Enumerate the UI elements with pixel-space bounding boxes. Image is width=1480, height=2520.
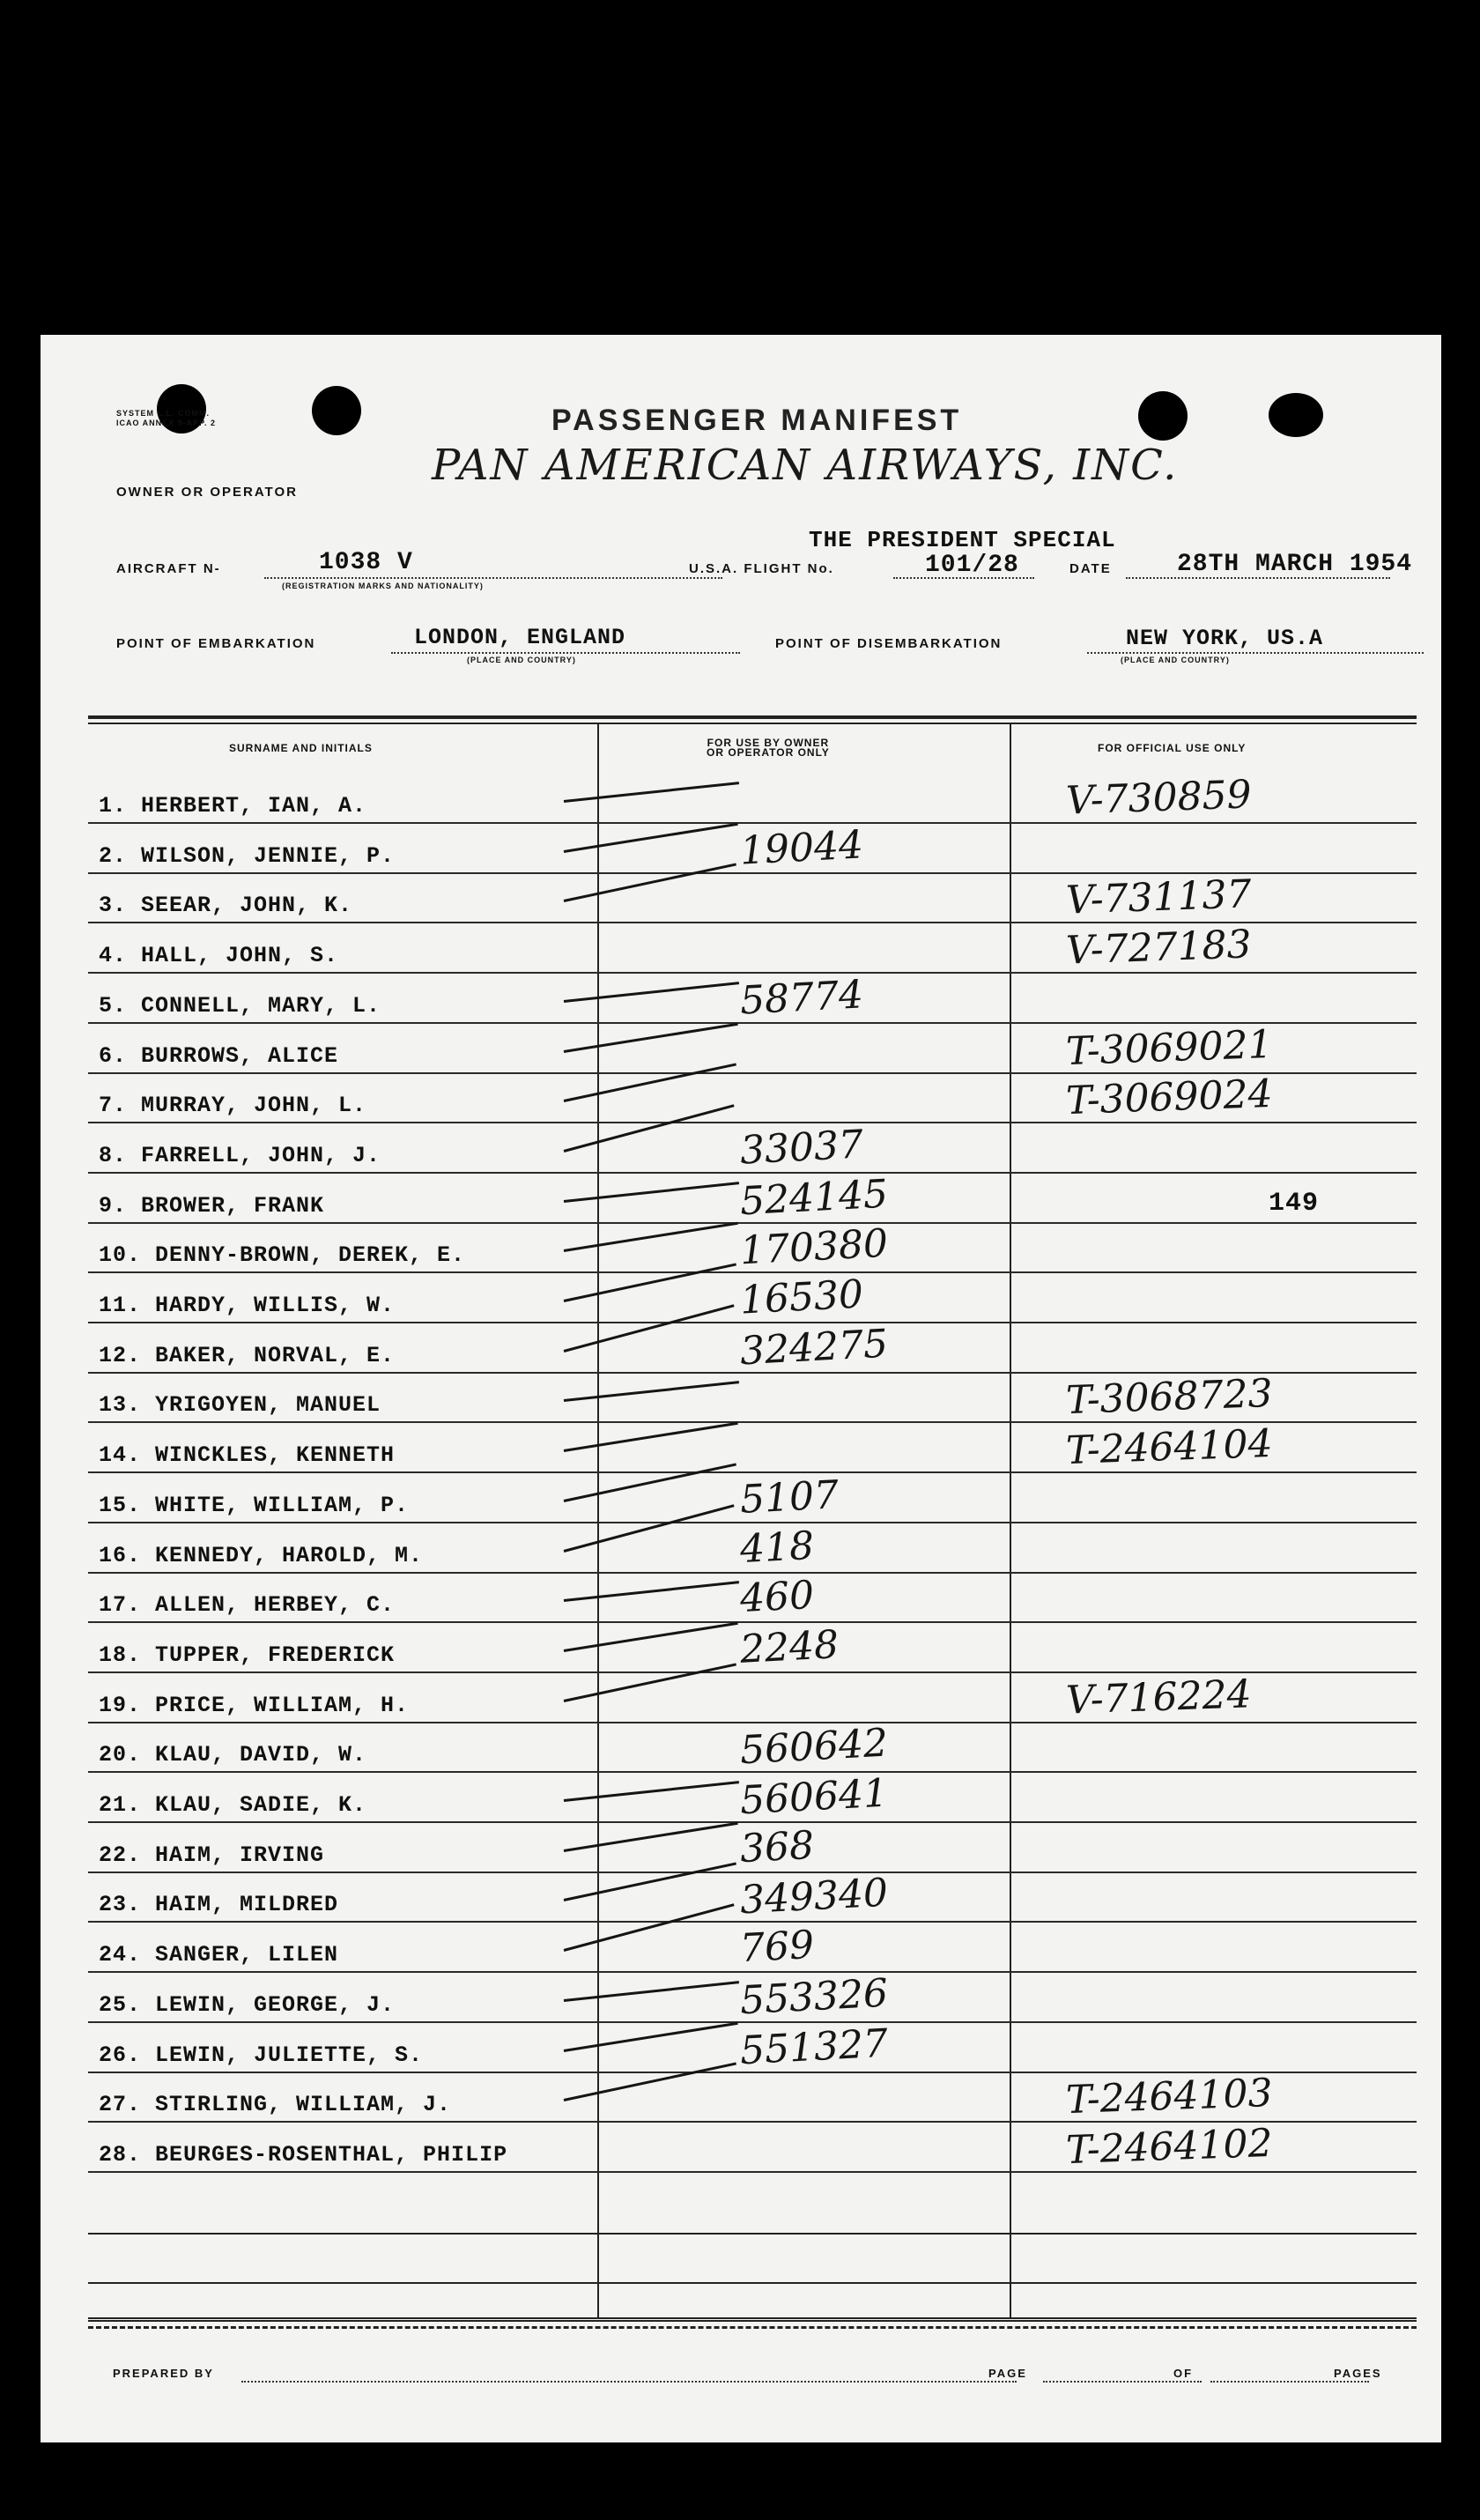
official-visa-number: T-3069021 [1065, 1021, 1274, 1074]
passenger-name: 7. MURRAY, JOHN, L. [99, 1093, 367, 1119]
passenger-row [88, 1073, 1417, 1123]
passenger-row [88, 1220, 1417, 1274]
embarkation-note: (PLACE AND COUNTRY) [467, 656, 576, 664]
disembarkation-note: (PLACE AND COUNTRY) [1121, 656, 1230, 664]
owner-ticket-number: 524145 [738, 1171, 890, 1224]
owner-ticket-number: 33037 [738, 1122, 865, 1174]
disembarkation-label: POINT OF DISEMBARKATION [775, 636, 1003, 651]
passenger-name: 16. KENNEDY, HAROLD, M. [99, 1542, 424, 1568]
passenger-name: 24. SANGER, LILEN [99, 1942, 339, 1968]
passenger-name: 13. YRIGOYEN, MANUEL [99, 1392, 381, 1419]
passenger-name: 14. WINCKLES, KENNETH [99, 1442, 396, 1469]
owner-ticket-number: 19044 [738, 822, 865, 874]
official-visa-number: V-716224 [1065, 1671, 1253, 1723]
passenger-name: 28. BEURGES-ROSENTHAL, PHILIP [99, 2141, 508, 2168]
page-label: PAGE [988, 2367, 1027, 2380]
registration-note: (REGISTRATION MARKS AND NATIONALITY) [282, 582, 484, 590]
check-mark [564, 822, 738, 852]
form-code-line: ICAO ANNEX 9-APP. 2 [116, 419, 217, 427]
passenger-row [88, 1273, 1417, 1323]
official-visa-number: V-731137 [1065, 871, 1253, 924]
check-mark [564, 1821, 738, 1851]
punch-hole [1138, 391, 1188, 441]
check-mark [564, 2021, 738, 2051]
passenger-row [88, 1872, 1417, 1923]
official-visa-number: T-3069024 [1065, 1071, 1274, 1124]
owner-ticket-number: 769 [738, 1922, 816, 1972]
passenger-name: 10. DENNY-BROWN, DEREK, E. [99, 1242, 466, 1269]
passenger-name: 12. BAKER, NORVAL, E. [99, 1342, 396, 1368]
embarkation-value: LONDON, ENGLAND [414, 625, 626, 650]
owner-ticket-number: 560642 [738, 1720, 890, 1774]
owner-ticket-number: 349340 [738, 1871, 890, 1923]
aircraft-value: 1038 V [319, 549, 413, 576]
form-code-line: SYSTEM L.L. COMM. [116, 409, 210, 418]
punch-hole [1269, 393, 1323, 437]
owner-ticket-number: 58774 [738, 972, 865, 1024]
passenger-row [88, 1970, 1417, 2024]
prepared-by-label: PREPARED BY [113, 2367, 214, 2380]
airline-name: PAN AMERICAN AIRWAYS, INC. [432, 441, 1179, 490]
date-value: 28TH MARCH 1954 [1177, 551, 1413, 578]
form-code [116, 409, 216, 428]
owner-ticket-number: 553326 [738, 1970, 890, 2024]
passenger-name: 19. PRICE, WILLIAM, H. [99, 1692, 410, 1718]
passenger-row [88, 2072, 1417, 2123]
passenger-name: 23. HAIM, MILDRED [99, 1892, 339, 1918]
check-mark [564, 1622, 738, 1652]
check-mark [564, 1581, 739, 1602]
passenger-name: 5. CONNELL, MARY, L. [99, 992, 381, 1019]
form-title: PASSENGER MANIFEST [551, 404, 963, 437]
check-mark [564, 982, 739, 1003]
check-mark [564, 1182, 739, 1203]
passenger-row [88, 1720, 1417, 1774]
passenger-name: 4. HALL, JOHN, S. [99, 943, 339, 969]
owner-ticket-number: 418 [738, 1523, 816, 1572]
passenger-name: 1. HERBERT, IAN, A. [99, 793, 367, 819]
passenger-row [88, 1523, 1417, 1574]
owner-ticket-number: 460 [738, 1573, 816, 1622]
passenger-row [88, 774, 1417, 824]
passenger-row [88, 1123, 1417, 1174]
passenger-name: 11. HARDY, WILLIS, W. [99, 1293, 396, 1318]
passenger-row [88, 873, 1417, 923]
passenger-row [88, 1673, 1417, 1723]
passenger-name: 2. WILSON, JENNIE, P. [99, 842, 396, 869]
passenger-name: 15. WHITE, WILLIAM, P. [99, 1492, 410, 1518]
check-mark [564, 1222, 738, 1252]
owner-ticket-number: 2248 [738, 1621, 840, 1672]
official-visa-number: T-2464102 [1065, 2120, 1274, 2173]
official-visa-number: T-3068723 [1065, 1371, 1274, 1424]
owner-ticket-number: 560641 [738, 1770, 890, 1824]
passenger-name: 6. BURROWS, ALICE [99, 1042, 339, 1069]
check-mark [564, 782, 739, 803]
owner-ticket-number: 5107 [738, 1471, 840, 1523]
owner-ticket-number: 551327 [738, 2020, 890, 2073]
owner-ticket-number: 368 [738, 1822, 816, 1871]
passenger-row [88, 1021, 1417, 1074]
official-visa-number: 149 [1269, 1188, 1320, 1219]
pages-label: PAGES [1334, 2367, 1382, 2380]
official-visa-number: T-2464104 [1065, 1421, 1274, 1474]
punch-hole [312, 386, 361, 435]
passenger-name: 27. STIRLING, WILLIAM, J. [99, 2092, 452, 2118]
check-mark [564, 1981, 739, 2002]
official-visa-number: V-727183 [1065, 922, 1253, 974]
passenger-row [88, 824, 1417, 874]
check-mark [564, 1422, 738, 1452]
special-flight-title: THE PRESIDENT SPECIAL [809, 527, 1116, 553]
passenger-row [88, 1623, 1417, 1673]
flight-value: 101/28 [925, 552, 1019, 579]
passenger-name: 18. TUPPER, FREDERICK [99, 1642, 396, 1668]
owner-ticket-number: 324275 [738, 1321, 890, 1375]
check-mark [564, 1381, 739, 1402]
passenger-row [88, 1171, 1417, 1224]
passenger-name: 17. ALLEN, HERBEY, C. [99, 1592, 396, 1619]
passenger-name: 22. HAIM, IRVING [99, 1842, 325, 1868]
check-mark [564, 1022, 738, 1052]
flight-label: U.S.A. FLIGHT No. [689, 561, 834, 576]
col-header-owner [707, 738, 830, 758]
passenger-name: 3. SEEAR, JOHN, K. [99, 893, 353, 919]
passenger-row [88, 1923, 1417, 1973]
passenger-row [88, 1573, 1417, 1623]
passenger-row [88, 2120, 1417, 2173]
row-rule [88, 2171, 1417, 2173]
passenger-name: 26. LEWIN, JULIETTE, S. [99, 2042, 424, 2068]
passenger-name: 9. BROWER, FRANK [99, 1192, 325, 1219]
passenger-row [88, 1323, 1417, 1374]
date-label: DATE [1069, 561, 1112, 576]
owner-ticket-number: 170380 [738, 1220, 890, 1274]
passenger-row [88, 1770, 1417, 1824]
passenger-name: 8. FARRELL, JOHN, J. [99, 1142, 381, 1168]
passenger-row [88, 1823, 1417, 1873]
col-header-official: FOR OFFICIAL USE ONLY [1098, 742, 1247, 754]
disembarkation-value: NEW YORK, US.A [1126, 626, 1324, 651]
owner-ticket-number: 16530 [738, 1271, 865, 1323]
passenger-row [88, 923, 1417, 974]
of-label: OF [1173, 2367, 1194, 2380]
owner-operator-label: OWNER OR OPERATOR [116, 485, 298, 500]
embarkation-label: POINT OF EMBARKATION [116, 636, 316, 651]
col-header-owner-line: FOR USE BY OWNER [707, 737, 830, 749]
passenger-name: 21. KLAU, SADIE, K. [99, 1792, 367, 1818]
passenger-row [88, 2020, 1417, 2073]
passenger-row [88, 1373, 1417, 1423]
passenger-row [88, 974, 1417, 1024]
manifest-sheet [41, 335, 1441, 2442]
check-mark [564, 1781, 739, 1802]
passenger-name: 20. KLAU, DAVID, W. [99, 1742, 367, 1768]
official-visa-number: V-730859 [1065, 772, 1253, 824]
passenger-name: 25. LEWIN, GEORGE, J. [99, 1991, 396, 2018]
official-visa-number: T-2464103 [1065, 2071, 1274, 2123]
col-header-surname: SURNAME AND INITIALS [229, 742, 373, 754]
col-header-owner-line: OR OPERATOR ONLY [707, 746, 830, 759]
aircraft-label: AIRCRAFT N- [116, 561, 221, 576]
passenger-row [88, 1423, 1417, 1473]
passenger-row [88, 1473, 1417, 1523]
